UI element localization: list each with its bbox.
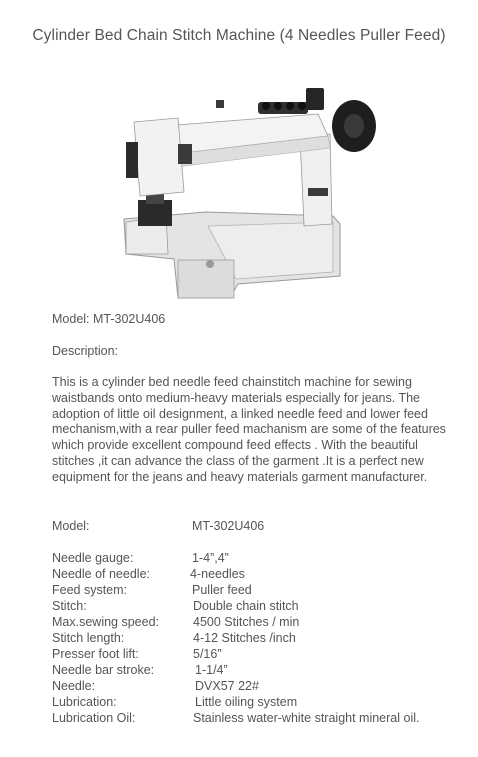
spec-label: Max.sewing speed:: [52, 615, 160, 629]
model-line: Model: MT-302U406: [52, 312, 166, 326]
spec-value: Puller feed: [192, 583, 252, 597]
spec-value: 4500 Stitches / min: [193, 615, 300, 629]
spec-label: Needle of needle:: [52, 567, 150, 581]
spec-label: Needle bar stroke:: [52, 663, 155, 677]
description-text: This is a cylinder bed needle feed chainstitch machine for sewing waistbands onto medium-heavy materials especially for jeans. The adoption of little oil designment, a linked needle feed and lower feed mechanism,with a rear puller feed machanism are some of the features which provide excellent compound feed effects . With the beautiful stitches ,it can advance the class of the garment .It is a perfect new equipment for the jeans and heavy materials garment manufacturer.: [52, 375, 446, 484]
spec-value: Little oiling system: [195, 695, 298, 709]
spec-value: Double chain stitch: [193, 599, 299, 613]
sewing-machine-image: [118, 84, 384, 306]
spec-value: DVX57 22#: [195, 679, 259, 693]
spec-value: 1-4”,4”: [192, 551, 229, 565]
spec-value: 4-needles: [190, 567, 245, 581]
spec-value: MT-302U406: [192, 519, 265, 533]
spec-label: Lubrication Oil:: [52, 711, 136, 725]
spec-label: Feed system:: [52, 583, 128, 597]
spec-label: Lubrication:: [52, 695, 117, 709]
spec-label: Presser foot lift:: [52, 647, 139, 661]
spec-value: 4-12 Stitches /inch: [193, 631, 296, 645]
spec-label: Stitch length:: [52, 631, 125, 645]
spec-value: 5/16”: [193, 647, 222, 661]
spec-label: Needle:: [52, 679, 96, 693]
spec-label: Model:: [52, 519, 90, 533]
spec-label: Stitch:: [52, 599, 87, 613]
spec-value: 1-1/4”: [195, 663, 228, 677]
spec-value: Stainless water-white straight mineral oil.: [193, 711, 420, 725]
spec-label: Needle gauge:: [52, 551, 134, 565]
page-title: Cylinder Bed Chain Stitch Machine (4 Needles Puller Feed): [32, 27, 446, 44]
description-label: Description:: [52, 344, 118, 358]
